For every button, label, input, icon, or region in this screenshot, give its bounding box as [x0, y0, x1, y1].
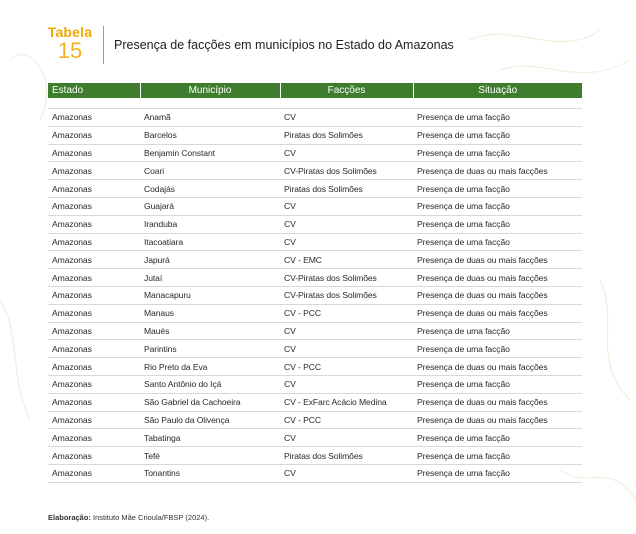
cell-faccoes: CV - ExFarc Acácio Medina [280, 393, 413, 411]
table-header-block [42, 24, 602, 68]
table-row [48, 447, 582, 465]
cell-estado: Amazonas [48, 233, 140, 251]
cell-municipio: Parintins [140, 340, 280, 358]
cell-municipio: Manaus [140, 304, 280, 322]
table-row [48, 215, 582, 233]
cell-faccoes: CV [280, 429, 413, 447]
table-row [48, 429, 582, 447]
cell-estado: Amazonas [48, 162, 140, 180]
cell-estado: Amazonas [48, 286, 140, 304]
table-row [48, 375, 582, 393]
cell-municipio: São Gabriel da Cachoeira [140, 393, 280, 411]
cell-estado: Amazonas [48, 322, 140, 340]
table-row [48, 464, 582, 482]
cell-faccoes: CV [280, 233, 413, 251]
cell-situacao: Presença de uma facção [413, 180, 582, 198]
cell-municipio: Tonantins [140, 464, 280, 482]
table-row [48, 109, 582, 127]
table-header-row [48, 83, 582, 98]
table-spacer-row [48, 98, 582, 109]
cell-situacao: Presença de duas ou mais facções [413, 251, 582, 269]
cell-faccoes: CV [280, 322, 413, 340]
cell-estado: Amazonas [48, 358, 140, 376]
cell-municipio: Barcelos [140, 126, 280, 144]
cell-municipio: Manacapuru [140, 286, 280, 304]
credit-note [48, 513, 209, 522]
cell-faccoes: CV - EMC [280, 251, 413, 269]
cell-faccoes: CV - PCC [280, 411, 413, 429]
cell-faccoes: CV [280, 215, 413, 233]
cell-faccoes: CV - PCC [280, 304, 413, 322]
cell-situacao: Presença de duas ou mais facções [413, 269, 582, 287]
cell-faccoes: CV [280, 144, 413, 162]
cell-municipio: Anamã [140, 109, 280, 127]
cell-estado: Amazonas [48, 251, 140, 269]
table-row [48, 144, 582, 162]
cell-municipio: Tefé [140, 447, 280, 465]
cell-situacao: Presença de duas ou mais facções [413, 286, 582, 304]
table-title: Presença de facções em municípios no Estado do Amazonas [114, 38, 454, 52]
cell-estado: Amazonas [48, 447, 140, 465]
cell-situacao: Presença de uma facção [413, 197, 582, 215]
table-tag-word: Tabela [47, 24, 93, 40]
table-row [48, 162, 582, 180]
cell-situacao: Presença de uma facção [413, 322, 582, 340]
table-row [48, 233, 582, 251]
column-header-municipio: Município [140, 83, 280, 98]
cell-estado: Amazonas [48, 144, 140, 162]
cell-estado: Amazonas [48, 109, 140, 127]
cell-situacao: Presença de duas ou mais facções [413, 358, 582, 376]
table-row [48, 286, 582, 304]
cell-situacao: Presença de uma facção [413, 464, 582, 482]
cell-estado: Amazonas [48, 180, 140, 198]
cell-municipio: Maués [140, 322, 280, 340]
cell-faccoes: CV-Piratas dos Solimões [280, 162, 413, 180]
cell-faccoes: CV [280, 464, 413, 482]
table-row [48, 251, 582, 269]
cell-faccoes: CV [280, 109, 413, 127]
header-divider [103, 26, 104, 64]
cell-situacao: Presença de uma facção [413, 429, 582, 447]
cell-municipio: Japurá [140, 251, 280, 269]
cell-faccoes: CV [280, 197, 413, 215]
cell-faccoes: Piratas dos Solimões [280, 126, 413, 144]
cell-estado: Amazonas [48, 340, 140, 358]
cell-estado: Amazonas [48, 304, 140, 322]
cell-situacao: Presença de uma facção [413, 375, 582, 393]
cell-situacao: Presença de uma facção [413, 144, 582, 162]
cell-municipio: Itacoatiara [140, 233, 280, 251]
column-header-faccoes: Facções [280, 83, 413, 98]
cell-municipio: Jutaí [140, 269, 280, 287]
table-row [48, 269, 582, 287]
cell-faccoes: CV [280, 340, 413, 358]
cell-estado: Amazonas [48, 429, 140, 447]
column-header-estado: Estado [48, 83, 140, 98]
credit-label: Elaboração: [48, 513, 91, 522]
cell-estado: Amazonas [48, 215, 140, 233]
cell-municipio: Rio Preto da Eva [140, 358, 280, 376]
cell-situacao: Presença de uma facção [413, 340, 582, 358]
column-header-situacao: Situação [413, 83, 582, 98]
cell-situacao: Presença de uma facção [413, 447, 582, 465]
credit-text: Instituto Mãe Crioula/FBSP (2024). [90, 513, 210, 522]
table-row [48, 126, 582, 144]
cell-situacao: Presença de uma facção [413, 126, 582, 144]
cell-municipio: Codajás [140, 180, 280, 198]
cell-municipio: Coari [140, 162, 280, 180]
cell-situacao: Presença de duas ou mais facções [413, 411, 582, 429]
table-row [48, 197, 582, 215]
table-tag [42, 24, 98, 62]
table-row [48, 304, 582, 322]
cell-situacao: Presença de uma facção [413, 109, 582, 127]
cell-situacao: Presença de uma facção [413, 215, 582, 233]
cell-situacao: Presença de duas ou mais facções [413, 393, 582, 411]
cell-municipio: Tabatinga [140, 429, 280, 447]
cell-municipio: Santo Antônio do Içá [140, 375, 280, 393]
table-row [48, 393, 582, 411]
cell-estado: Amazonas [48, 126, 140, 144]
cell-faccoes: Piratas dos Solimões [280, 180, 413, 198]
cell-municipio: São Paulo da Olivença [140, 411, 280, 429]
table-row [48, 411, 582, 429]
cell-situacao: Presença de uma facção [413, 233, 582, 251]
cell-municipio: Benjamin Constant [140, 144, 280, 162]
cell-estado: Amazonas [48, 411, 140, 429]
cell-municipio: Guajará [140, 197, 280, 215]
cell-estado: Amazonas [48, 269, 140, 287]
cell-estado: Amazonas [48, 393, 140, 411]
cell-faccoes: CV [280, 375, 413, 393]
table-row [48, 322, 582, 340]
cell-estado: Amazonas [48, 375, 140, 393]
cell-estado: Amazonas [48, 197, 140, 215]
factions-table [48, 83, 582, 483]
table-row [48, 340, 582, 358]
cell-estado: Amazonas [48, 464, 140, 482]
cell-faccoes: Piratas dos Solimões [280, 447, 413, 465]
table-row [48, 358, 582, 376]
table-tag-number: 15 [57, 38, 83, 63]
cell-faccoes: CV - PCC [280, 358, 413, 376]
cell-faccoes: CV-Piratas dos Solimões [280, 269, 413, 287]
cell-situacao: Presença de duas ou mais facções [413, 162, 582, 180]
table-row [48, 180, 582, 198]
cell-situacao: Presença de duas ou mais facções [413, 304, 582, 322]
cell-faccoes: CV-Piratas dos Solimões [280, 286, 413, 304]
cell-municipio: Iranduba [140, 215, 280, 233]
